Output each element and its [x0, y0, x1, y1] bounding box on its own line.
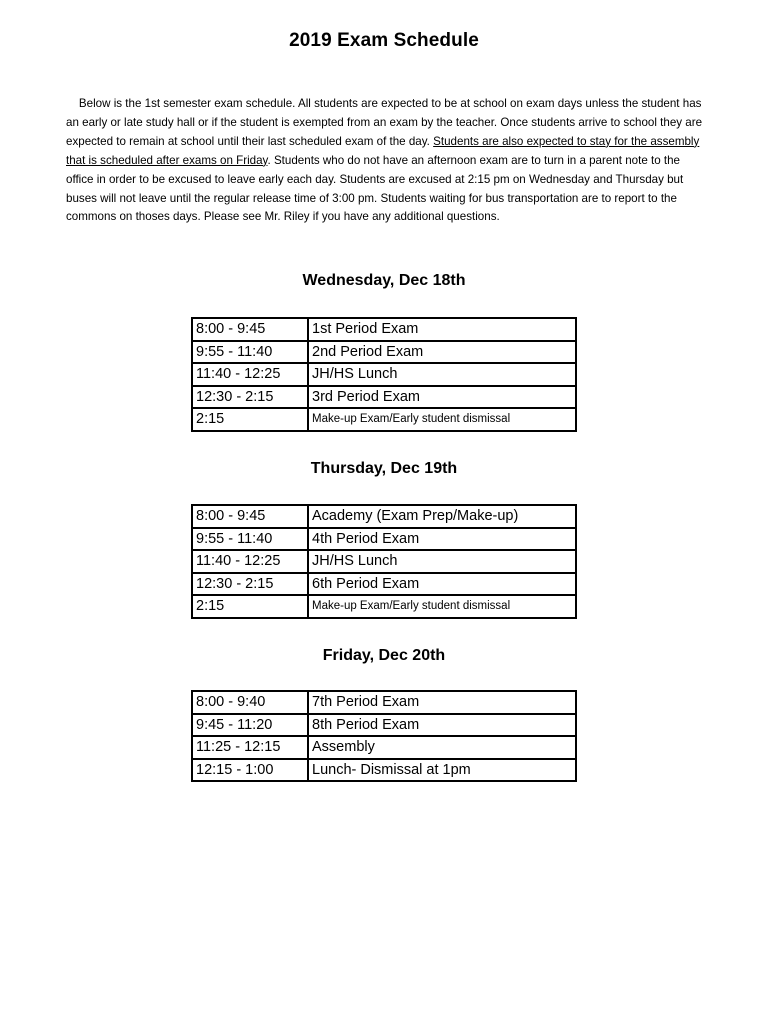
intro-paragraph [66, 95, 706, 227]
event-cell: JH/HS Lunch [308, 363, 576, 386]
time-cell: 2:15 [192, 595, 308, 618]
time-cell: 11:40 - 12:25 [192, 363, 308, 386]
table-row [192, 550, 576, 573]
table-row [192, 691, 576, 714]
time-cell: 12:15 - 1:00 [192, 759, 308, 782]
schedule-table-thursday [191, 504, 577, 619]
event-cell: Make-up Exam/Early student dismissal [308, 595, 576, 618]
time-cell: 2:15 [192, 408, 308, 431]
time-cell: 11:25 - 12:15 [192, 736, 308, 759]
event-cell: 3rd Period Exam [308, 386, 576, 409]
table-row [192, 318, 576, 341]
table-row [192, 736, 576, 759]
table-row [192, 595, 576, 618]
event-cell: Academy (Exam Prep/Make-up) [308, 505, 576, 528]
event-cell: 6th Period Exam [308, 573, 576, 596]
table-row [192, 363, 576, 386]
day-heading-thursday: Thursday, Dec 19th [310, 460, 458, 477]
table-row [192, 573, 576, 596]
day-heading-friday: Friday, Dec 20th [322, 647, 446, 664]
table-row [192, 408, 576, 431]
event-cell: 4th Period Exam [308, 528, 576, 551]
event-cell: Make-up Exam/Early student dismissal [308, 408, 576, 431]
table-row [192, 505, 576, 528]
page-title: 2019 Exam Schedule [289, 30, 479, 51]
schedule-table-friday [191, 690, 577, 782]
event-cell: 7th Period Exam [308, 691, 576, 714]
event-cell: JH/HS Lunch [308, 550, 576, 573]
table-row [192, 759, 576, 782]
time-cell: 12:30 - 2:15 [192, 386, 308, 409]
time-cell: 11:40 - 12:25 [192, 550, 308, 573]
event-cell: 2nd Period Exam [308, 341, 576, 364]
event-cell: Lunch- Dismissal at 1pm [308, 759, 576, 782]
intro-underlined-text: Students are also expected to stay for the assembly that is scheduled after exams on Friday [66, 134, 700, 167]
event-cell: 1st Period Exam [308, 318, 576, 341]
time-cell: 8:00 - 9:45 [192, 318, 308, 341]
time-cell: 9:45 - 11:20 [192, 714, 308, 737]
day-heading-wednesday: Wednesday, Dec 18th [302, 272, 466, 289]
time-cell: 9:55 - 11:40 [192, 341, 308, 364]
table-row [192, 341, 576, 364]
table-row [192, 714, 576, 737]
time-cell: 9:55 - 11:40 [192, 528, 308, 551]
intro-text-2: . Students who do not have an afternoon exam are to turn in a parent note to the office in order to be excused to leave early each day. Students are excused at 2:15 pm on Wednesday and Thursday but buses will not leave until the regular release time of 3:00 pm. Students waiting for bus transportation are to report to the commons on thoses days. Please see Mr. Riley if you have any additional questions. [66, 153, 684, 224]
table-row [192, 386, 576, 409]
time-cell: 12:30 - 2:15 [192, 573, 308, 596]
schedule-table-wednesday [191, 317, 577, 432]
time-cell: 8:00 - 9:45 [192, 505, 308, 528]
table-row [192, 528, 576, 551]
event-cell: 8th Period Exam [308, 714, 576, 737]
time-cell: 8:00 - 9:40 [192, 691, 308, 714]
event-cell: Assembly [308, 736, 576, 759]
intro-text-1: Below is the 1st semester exam schedule. All students are expected to be at school on exam days unless the student has an early or late study hall or if the student is exempted from an exam by the teacher. Once students arrive to school they are expected to remain at school until their last scheduled exam of the day. [66, 97, 703, 148]
